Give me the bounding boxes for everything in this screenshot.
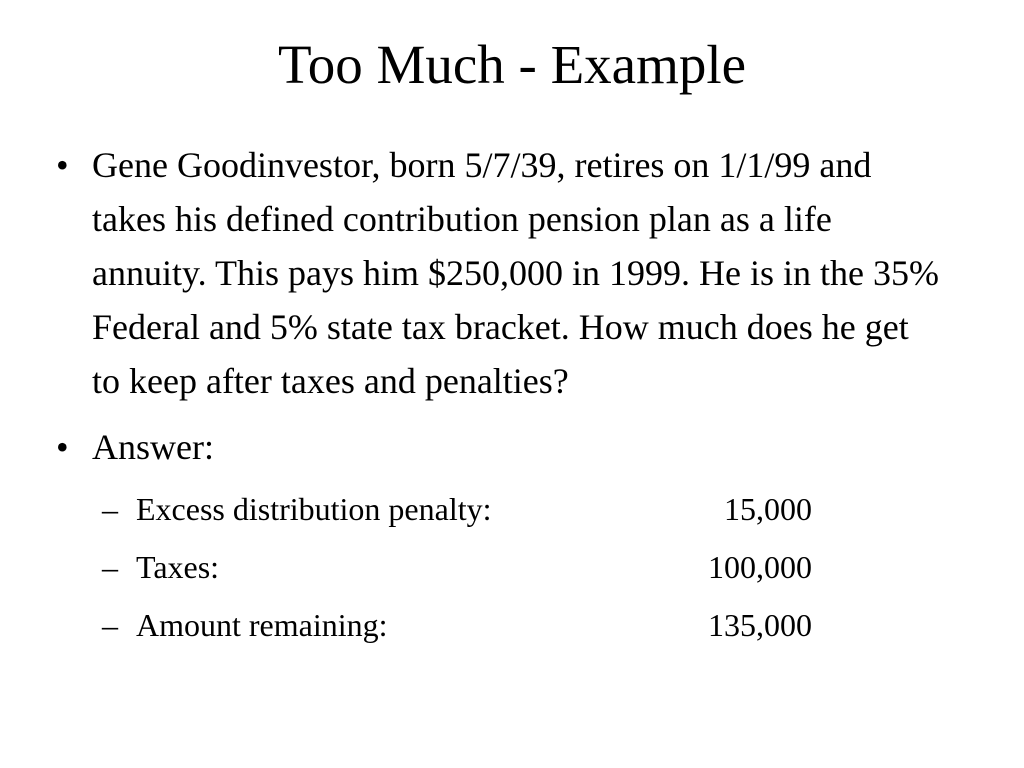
- penalty-value: 15,000: [724, 491, 812, 527]
- answer-breakdown-list: [102, 480, 956, 654]
- bullet-question: [56, 138, 942, 408]
- slide-title: Too Much - Example: [277, 34, 747, 95]
- remaining-value: 135,000: [708, 607, 812, 643]
- dash-marker: –: [102, 607, 118, 643]
- bullet-answer: [56, 420, 956, 654]
- remaining-label: Amount remaining:: [136, 607, 388, 643]
- dash-marker: –: [102, 491, 118, 527]
- taxes-value: 100,000: [708, 549, 812, 585]
- penalty-label: Excess distribution penalty:: [136, 491, 492, 527]
- answer-row-taxes: [102, 538, 812, 596]
- dash-marker: –: [102, 549, 118, 585]
- question-text: Gene Goodinvestor, born 5/7/39, retires on 1/1/99 and takes his defined contribution pension plan as a life annuity. This pays him $250,000 in 1999. He is in the 35% Federal and 5% state tax bracket. How much does he get to keep after taxes and penalties?: [92, 145, 939, 401]
- answer-row-penalty: [102, 480, 812, 538]
- answer-heading: Answer:: [92, 427, 214, 467]
- bullet-marker: •: [56, 145, 69, 185]
- bullet-list: [56, 138, 956, 654]
- taxes-label: Taxes:: [136, 549, 220, 585]
- answer-row-remaining: [102, 596, 812, 654]
- bullet-marker: •: [56, 427, 69, 467]
